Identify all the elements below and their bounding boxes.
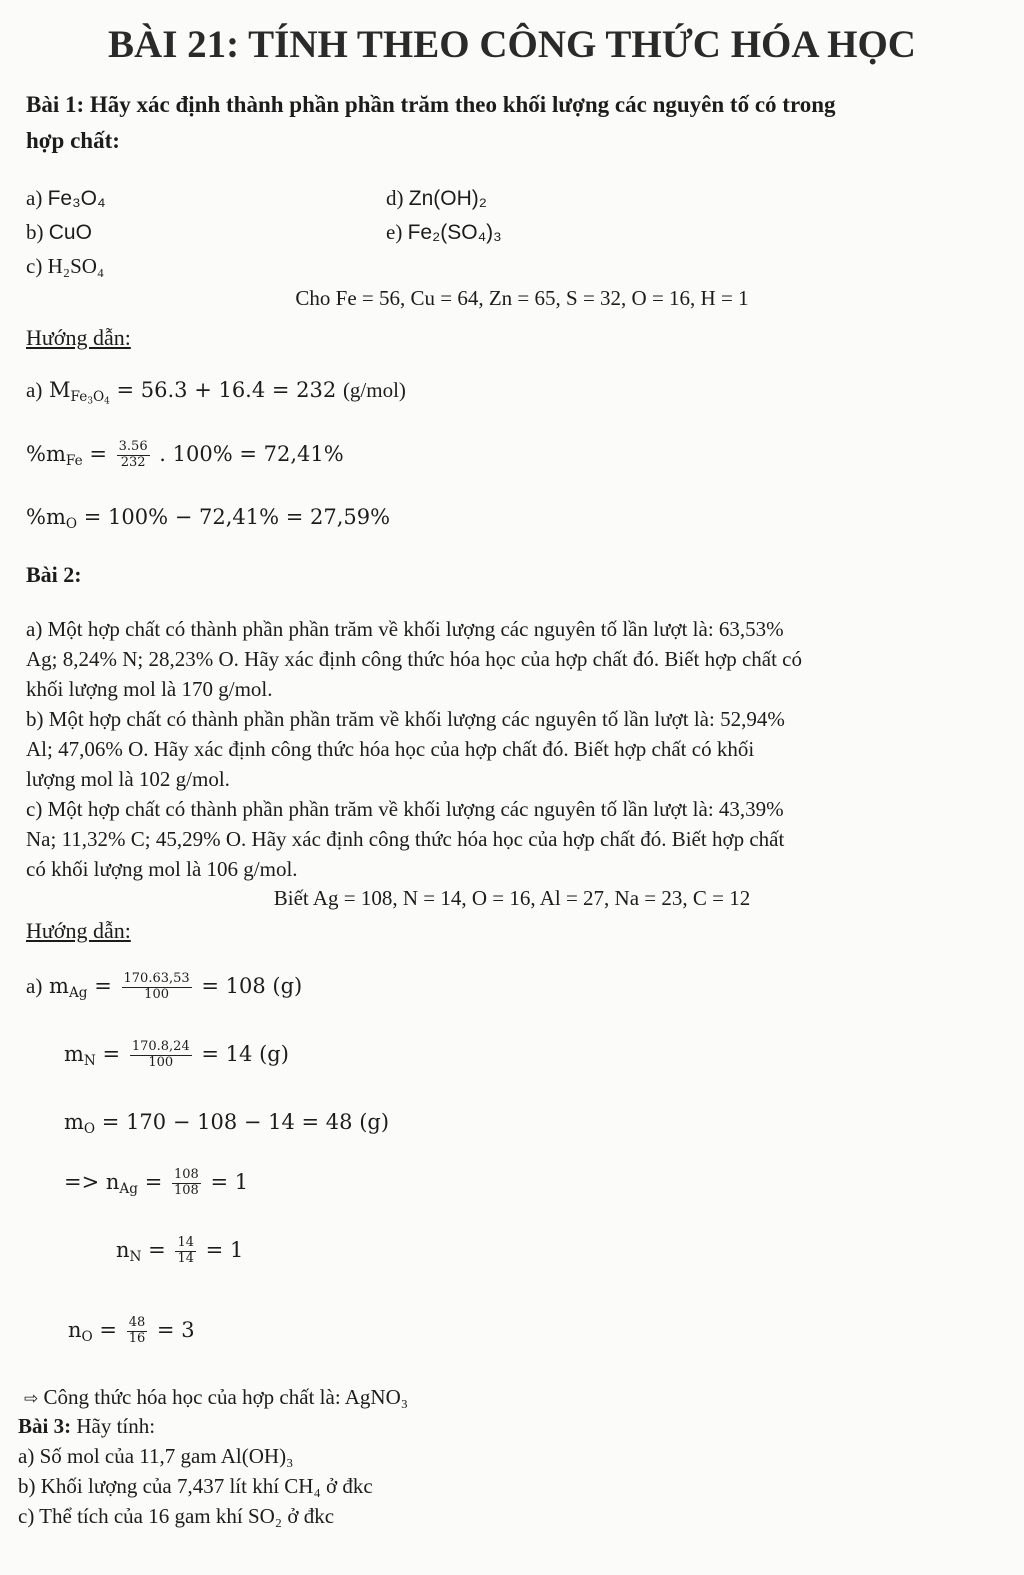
formula-h2so4: H₂SO₄ bbox=[47, 254, 105, 278]
fraction-nn: $\frac{14}{14}$ bbox=[177, 1235, 194, 1266]
formula-fe2so43: Fe₂(SO₄)₃ bbox=[407, 221, 502, 244]
option-b: b) CuO bbox=[26, 220, 92, 244]
fraction-fe: $\frac{3.56}{232}$ bbox=[118, 439, 148, 470]
bai1-guide-label: Hướng dẫn: bbox=[26, 325, 131, 350]
bai2-guide-label: Hướng dẫn: bbox=[26, 918, 131, 943]
bai1-given-masses: Cho Fe = 56, Cu = 64, Zn = 65, S = 32, O = 16, H = 1 bbox=[295, 286, 749, 310]
bai2-line-3: khối lượng mol là 170 g/mol. bbox=[26, 677, 273, 701]
bai2-given-masses: Biết Ag = 108, N = 14, O = 16, Al = 27, Na = 23, C = 12 bbox=[273, 886, 751, 910]
bai1-solution-percent-fe: $\%m_{Fe}$ = $\frac{3.56}{232}$ . 100% = 72,41% bbox=[26, 439, 344, 470]
bai3-item-c: c) Thể tích của 16 gam khí SO₂ ở đkc bbox=[18, 1504, 335, 1528]
option-c: c) H₂SO₄ bbox=[26, 254, 105, 278]
bai1-solution-molar-mass: a) $M_{Fe_3O_4} = 56.3 + 16.4 = 232$ (g/mol) bbox=[26, 378, 406, 407]
bai2-solution-mol-ag: => $n_{Ag}$ = $\frac{108}{108}$ = 1 bbox=[64, 1167, 249, 1198]
bai2-solution-mol-n: $n_N$ = $\frac{14}{14}$ = 1 bbox=[116, 1235, 244, 1266]
bai2-line-4: b) Một hợp chất có thành phần phần trăm về khối lượng các nguyên tố lần lượt là: 52,94% bbox=[26, 707, 785, 731]
option-e: e) Fe₂(SO₄)₃ bbox=[386, 220, 502, 244]
fraction-nag: $\frac{108}{108}$ bbox=[173, 1167, 199, 1198]
bai2-solution-mass-ag: a) $m_{Ag}$ = $\frac{170.63,53}{100}$ = 108 (g) bbox=[26, 971, 303, 1002]
bai3-item-b: b) Khối lượng của 7,437 lít khí CH₄ ở đkc bbox=[18, 1474, 373, 1498]
bai2-heading: Bài 2: bbox=[26, 562, 82, 587]
bai2-line-7: c) Một hợp chất có thành phần phần trăm về khối lượng các nguyên tố lần lượt là: 43,39% bbox=[26, 797, 784, 821]
fraction-n: $\frac{170.8,24}{100}$ bbox=[131, 1039, 190, 1070]
fraction-no: $\frac{48}{16}$ bbox=[128, 1315, 146, 1346]
fraction-ag: $\frac{170.63,53}{100}$ bbox=[123, 971, 190, 1002]
bai2-conclusion: ⇨ Công thức hóa học của hợp chất là: AgNO₃ bbox=[24, 1385, 409, 1409]
bai2-line-6: lượng mol là 102 g/mol. bbox=[26, 767, 230, 791]
bai2-line-8: Na; 11,32% C; 45,29% O. Hãy xác định công thức hóa học của hợp chất đó. Biết hợp chất bbox=[26, 827, 785, 851]
formula-fe3o4: Fe₃O₄ bbox=[47, 187, 106, 210]
bai3-heading: Bài 3: Hãy tính: bbox=[18, 1414, 156, 1438]
bai2-solution-mass-n: $m_N$ = $\frac{170.8,24}{100}$ = 14 (g) bbox=[64, 1039, 289, 1070]
bai2-line-5: Al; 47,06% O. Hãy xác định công thức hóa học của hợp chất đó. Biết hợp chất có khối bbox=[26, 737, 755, 761]
bai2-line-2: Ag; 8,24% N; 28,23% O. Hãy xác định công thức hóa học của hợp chất đó. Biết hợp chất có bbox=[26, 647, 802, 671]
bai1-question-line1: Bài 1: Hãy xác định thành phần phần trăm theo khối lượng các nguyên tố có trong bbox=[26, 92, 836, 117]
bai2-line-1: a) Một hợp chất có thành phần phần trăm về khối lượng các nguyên tố lần lượt là: 63,53% bbox=[26, 617, 784, 641]
bai3-item-a: a) Số mol của 11,7 gam Al(OH)₃ bbox=[18, 1444, 294, 1468]
page-title: BÀI 21: TÍNH THEO CÔNG THỨC HÓA HỌC bbox=[108, 23, 916, 66]
formula-cuo: CuO bbox=[48, 221, 92, 244]
option-d: d) Zn(OH)₂ bbox=[386, 186, 487, 210]
bai1-question-line2: hợp chất: bbox=[26, 128, 120, 153]
bai2-solution-mass-o: $m_O = 170 - 108 - 14 = 48$ (g) bbox=[64, 1110, 390, 1138]
option-a: a) Fe₃O₄ bbox=[26, 186, 106, 210]
formula-znoh2: Zn(OH)₂ bbox=[408, 187, 487, 210]
bai2-solution-mol-o: $n_O$ = $\frac{48}{16}$ = 3 bbox=[68, 1315, 195, 1346]
bai2-line-9: có khối lượng mol là 106 g/mol. bbox=[26, 857, 298, 881]
bai1-solution-percent-o: $\%m_O = 100\% - 72,41\% = 27,59\%$ bbox=[26, 505, 391, 533]
arrow-icon: ⇨ bbox=[24, 1389, 39, 1409]
